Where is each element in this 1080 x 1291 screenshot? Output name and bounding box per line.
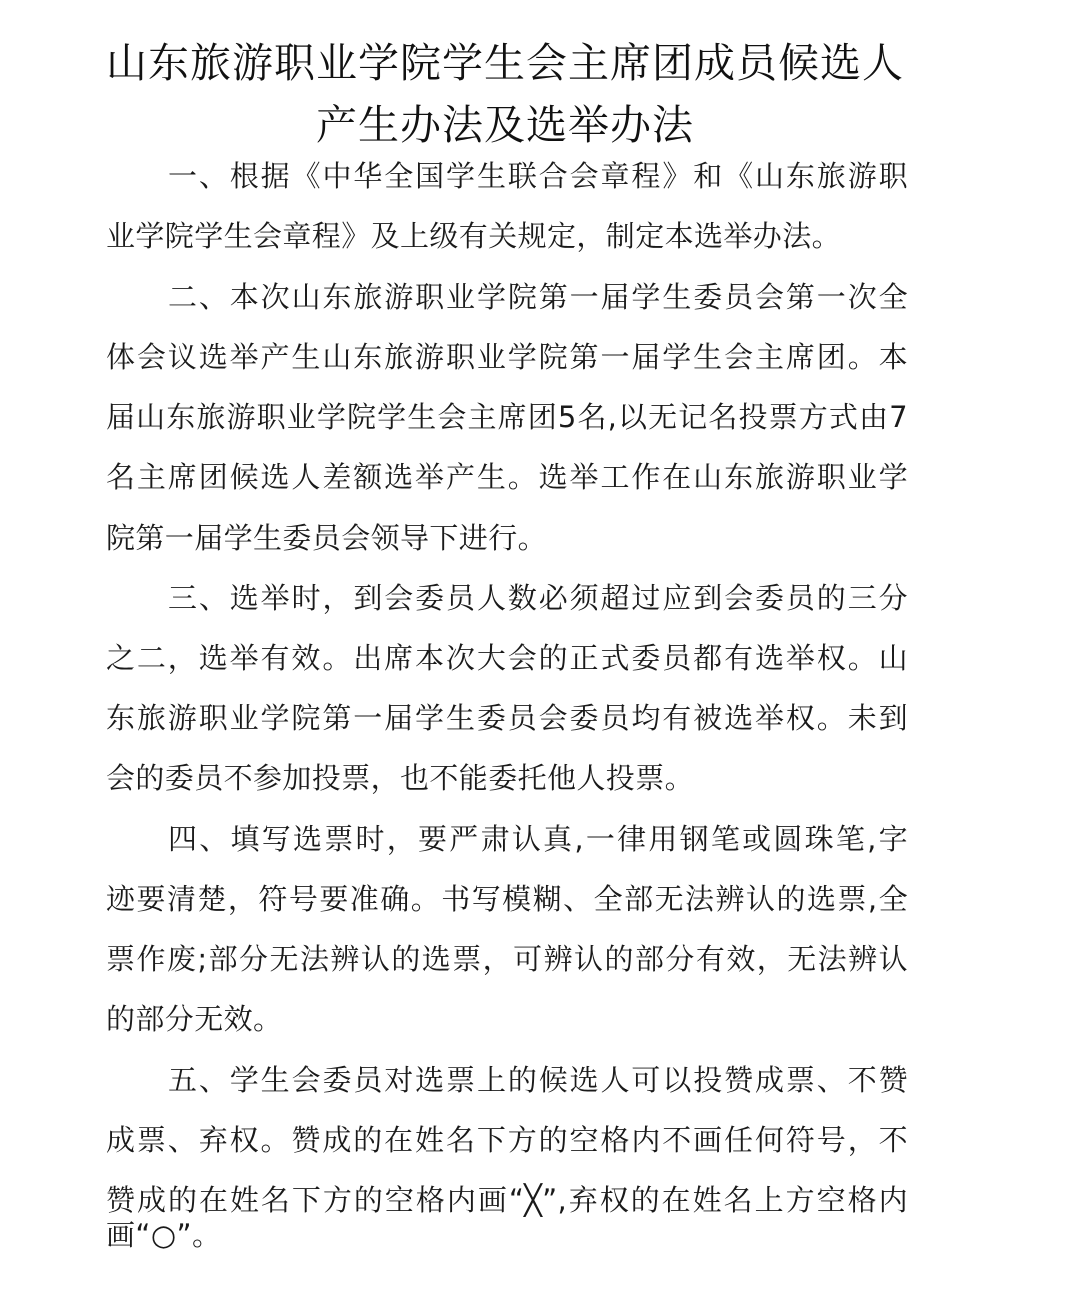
- paragraph-2-line-2: 体会议选举产生山东旅游职业学院第一届学生会主席团。本: [106, 340, 908, 374]
- paragraph-4-line-3: 票作废;部分无法辨认的选票，可辨认的部分有效，无法辨认: [106, 942, 908, 976]
- paragraph-4-line-4: 的部分无效。: [106, 1002, 283, 1036]
- paragraph-4-line-1: 四、填写选票时，要严肃认真,一律用钢笔或圆珠笔,字: [168, 822, 908, 856]
- paragraph-3-line-1: 三、选举时，到会委员人数必须超过应到会委员的三分: [168, 581, 908, 615]
- paragraph-3-line-4: 会的委员不参加投票，也不能委托他人投票。: [106, 761, 695, 795]
- paragraph-5-line-1: 五、学生会委员对选票上的候选人可以投赞成票、不赞: [168, 1063, 908, 1097]
- paragraph-3-line-3: 东旅游职业学院第一届学生委员会委员均有被选举权。未到: [106, 701, 908, 735]
- paragraph-5-line-2: 成票、弃权。赞成的在姓名下方的空格内不画任何符号，不: [106, 1123, 908, 1157]
- document-title-line-2: 产生办法及选举办法: [316, 101, 694, 149]
- document-title-line-1: 山东旅游职业学院学生会主席团成员候选人: [106, 39, 904, 87]
- paragraph-2-line-4: 名主席团候选人差额选举产生。选举工作在山东旅游职业学: [106, 460, 908, 494]
- paragraph-2-line-1: 二、本次山东旅游职业学院第一届学生委员会第一次全: [168, 280, 908, 314]
- paragraph-4-line-2: 迹要清楚，符号要准确。书写模糊、全部无法辨认的选票,全: [106, 882, 908, 916]
- paragraph-2-line-3: 届山东旅游职业学院学生会主席团5名,以无记名投票方式由7: [106, 400, 908, 434]
- paragraph-1-line-2: 业学院学生会章程》及上级有关规定，制定本选举办法。: [106, 219, 842, 253]
- paragraph-2-line-5: 院第一届学生委员会领导下进行。: [106, 521, 548, 555]
- paragraph-5-line-4: 画“○”。: [106, 1218, 222, 1252]
- paragraph-1-line-1: 一、根据《中华全国学生联合会章程》和《山东旅游职: [168, 159, 908, 193]
- paragraph-5-line-3: 赞成的在姓名下方的空格内画“╳”,弃权的在姓名上方空格内: [106, 1183, 908, 1217]
- paragraph-3-line-2: 之二，选举有效。出席本次大会的正式委员都有选举权。山: [106, 641, 908, 675]
